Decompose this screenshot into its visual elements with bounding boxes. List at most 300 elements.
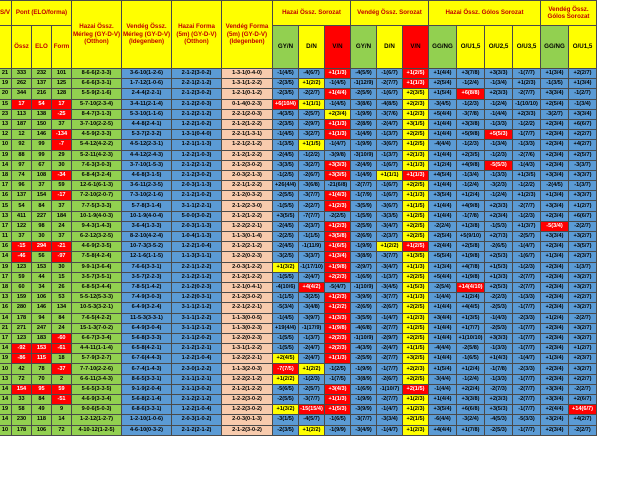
cell-vendeg-forma[interactable]: 1-2-2(2-2-1) xyxy=(222,221,273,231)
cell-h-dn[interactable]: -3(7/7) xyxy=(299,395,325,405)
cell-h-vn[interactable]: +2(2/3) xyxy=(325,333,351,343)
cell-pont-ossz[interactable]: 74 xyxy=(12,170,32,180)
cell-h-o25[interactable]: +2(7/3) xyxy=(485,232,513,242)
cell-h-o35[interactable]: -1(7/7) xyxy=(513,323,541,333)
cell-h-gyn[interactable]: -1(3/5) xyxy=(273,140,299,150)
cell-h-vn[interactable]: +1(6/5) xyxy=(325,242,351,252)
cell-h-dn[interactable]: -2(6/7) xyxy=(299,170,325,180)
cell-v-ggng[interactable]: +1(3/4) xyxy=(541,354,569,364)
cell-hazai-merleg[interactable]: 5-7-10(2-3-4) xyxy=(72,99,122,109)
cell-v-dn[interactable]: -3(7/6) xyxy=(377,109,403,119)
cell-h-o25[interactable]: +5(5/3) xyxy=(485,130,513,140)
cell-h-ggng[interactable]: +2(5/4) xyxy=(429,232,457,242)
cell-vendeg-merleg[interactable]: 5-7-8(3-1-4) xyxy=(122,201,172,211)
cell-v-vn[interactable]: +2(2/3) xyxy=(403,99,429,109)
cell-h-ggng[interactable]: +1(4/4) xyxy=(429,395,457,405)
cell-v-ggng[interactable]: +2(3/4) xyxy=(541,425,569,435)
cell-pont-elo[interactable]: 146 xyxy=(32,130,52,140)
cell-h-dn[interactable]: -3(7/7) xyxy=(299,191,325,201)
cell-v-o15[interactable]: +3(3/4) xyxy=(569,109,597,119)
cell-vendeg-forma[interactable]: 1-2-2(3-0-2) xyxy=(222,395,273,405)
cell-hazai-forma[interactable]: 2-1-2(2-1-2) xyxy=(172,395,222,405)
cell-h-dn[interactable]: +1(2/2) xyxy=(299,79,325,89)
cell-h-o15[interactable]: +2(5/8) xyxy=(457,242,485,252)
cell-hazai-forma[interactable]: 1-2-2(0-3-1) xyxy=(172,293,222,303)
cell-v-dn[interactable]: -2(4/7) xyxy=(377,119,403,129)
cell-vendeg-merleg[interactable]: 12-1-6(1-1-5) xyxy=(122,252,172,262)
cell-v-o15[interactable]: +1(2/7) xyxy=(569,201,597,211)
cell-vendeg-merleg[interactable]: 6-7-6(4-4-3) xyxy=(122,354,172,364)
cell-v-ggng[interactable]: +2(5/4) xyxy=(541,99,569,109)
cell-pont-form[interactable]: -34 xyxy=(52,170,72,180)
cell-sv[interactable]: 21 xyxy=(0,69,12,79)
cell-hazai-merleg[interactable]: 6-2-12(3-2-5) xyxy=(72,232,122,242)
cell-v-ggng[interactable]: +2(3/4) xyxy=(541,119,569,129)
cell-vendeg-merleg[interactable]: 5-6-8(2-1-4) xyxy=(122,395,172,405)
header-elo[interactable]: ELO xyxy=(32,26,52,69)
cell-h-o15[interactable]: +14(4/10) xyxy=(457,282,485,292)
cell-h-o25[interactable]: -2(2/3) xyxy=(485,293,513,303)
cell-h-o25[interactable]: -1(3/4) xyxy=(485,79,513,89)
cell-v-ggng[interactable]: +2(3/4) xyxy=(541,282,569,292)
header-vendeg-merleg[interactable]: Vendég Össz. Mérleg (GY-D-V) (Idegenben) xyxy=(122,1,172,69)
cell-h-ggng[interactable]: +1(5/4) xyxy=(429,89,457,99)
cell-v-gyn[interactable]: -3(9/9) xyxy=(351,293,377,303)
cell-v-o15[interactable]: +2(2/7) xyxy=(569,130,597,140)
cell-v-vn[interactable]: +3(1/5) xyxy=(403,119,429,129)
cell-v-dn[interactable]: -3(6/7) xyxy=(377,140,403,150)
cell-v-vn[interactable]: +1(2/3) xyxy=(403,395,429,405)
cell-h-dn[interactable]: -3(4/8) xyxy=(299,303,325,313)
cell-h-o35[interactable]: -5(3/3) xyxy=(513,415,541,425)
cell-pont-ossz[interactable]: 333 xyxy=(12,69,32,79)
cell-sv[interactable]: 19 xyxy=(0,79,12,89)
cell-pont-form[interactable]: 15 xyxy=(52,272,72,282)
cell-pont-elo[interactable]: 70 xyxy=(32,374,52,384)
cell-h-o15[interactable]: +4(4/5) xyxy=(457,303,485,313)
cell-vendeg-merleg[interactable]: 7-8-5(1-4-2) xyxy=(122,282,172,292)
cell-hazai-forma[interactable]: 2-1-1(3-0-2) xyxy=(172,384,222,394)
cell-hazai-forma[interactable]: 2-0-3(1-0-2) xyxy=(172,415,222,425)
cell-v-vn[interactable]: +2(3/5) xyxy=(403,89,429,99)
cell-sv[interactable]: 15 xyxy=(0,201,12,211)
cell-pont-ossz[interactable]: 187 xyxy=(12,119,32,129)
cell-h-o35[interactable]: -2(7/7) xyxy=(513,395,541,405)
cell-h-o35[interactable]: +1(3/5) xyxy=(513,170,541,180)
cell-v-ggng[interactable]: +3(2/4) xyxy=(541,415,569,425)
header-sv-lower[interactable] xyxy=(0,26,12,69)
cell-pont-form[interactable]: -21 xyxy=(52,242,72,252)
cell-h-o25[interactable]: -4(5/3) xyxy=(485,415,513,425)
cell-v-dn[interactable]: -1(4/7) xyxy=(377,405,403,415)
cell-vendeg-forma[interactable]: 1-2-2(3-0-2) xyxy=(222,405,273,415)
cell-v-gyn[interactable]: -1(6/9) xyxy=(351,384,377,394)
cell-h-vn[interactable]: +2(2/3) xyxy=(325,272,351,282)
cell-v-gyn[interactable]: -3(8/6) xyxy=(351,99,377,109)
cell-vendeg-merleg[interactable]: 4-4-8(2-4-1) xyxy=(122,119,172,129)
cell-h-gyn[interactable]: -2(5/5) xyxy=(273,395,299,405)
cell-h-ggng[interactable]: -4(4/4) xyxy=(429,344,457,354)
cell-h-ggng[interactable]: +5(4/4) xyxy=(429,109,457,119)
cell-h-vn[interactable]: +3(3/5) xyxy=(325,170,351,180)
cell-h-o35[interactable]: -2(3/3) xyxy=(513,364,541,374)
cell-v-o15[interactable]: +3(2/7) xyxy=(569,323,597,333)
cell-h-vn[interactable]: -1(4/5) xyxy=(325,99,351,109)
cell-pont-ossz[interactable]: 60 xyxy=(12,282,32,292)
cell-pont-ossz[interactable]: 122 xyxy=(12,221,32,231)
cell-pont-form[interactable]: 17 xyxy=(52,99,72,109)
cell-v-ggng[interactable]: +2(3/4) xyxy=(541,272,569,282)
cell-sv[interactable]: 14 xyxy=(0,252,12,262)
cell-pont-elo[interactable]: 98 xyxy=(32,221,52,231)
cell-h-o15[interactable]: -1(6/5) xyxy=(457,354,485,364)
cell-hazai-merleg[interactable]: 10-1-9(4-0-3) xyxy=(72,211,122,221)
cell-h-o25[interactable]: -1(3/4) xyxy=(485,140,513,150)
cell-h-gyn[interactable]: -1(5/5) xyxy=(273,344,299,354)
cell-pont-elo[interactable]: 106 xyxy=(32,293,52,303)
cell-v-gyn[interactable]: -4(5/9) xyxy=(351,69,377,79)
cell-vendeg-forma[interactable]: 1-2-1(2-1-2) xyxy=(222,140,273,150)
cell-h-o15[interactable]: -1(3/4) xyxy=(457,170,485,180)
cell-pont-ossz[interactable]: 59 xyxy=(12,272,32,282)
cell-h-vn[interactable]: +1(2/3) xyxy=(325,201,351,211)
cell-hazai-merleg[interactable]: 6-6-7(3-3-4) xyxy=(72,333,122,343)
cell-hazai-merleg[interactable]: 3-7-10(2-2-5) xyxy=(72,119,122,129)
cell-pont-form[interactable]: 2 xyxy=(52,374,72,384)
cell-pont-ossz[interactable]: 92 xyxy=(12,140,32,150)
cell-pont-form[interactable]: -51 xyxy=(52,395,72,405)
cell-v-dn[interactable]: -1(4/7) xyxy=(377,313,403,323)
header-v-dn[interactable]: D/N xyxy=(377,26,403,69)
cell-pont-ossz[interactable]: 159 xyxy=(12,293,32,303)
cell-v-o15[interactable]: +3(2/7) xyxy=(569,333,597,343)
cell-h-dn[interactable]: -3(2/7) xyxy=(299,130,325,140)
cell-v-gyn[interactable]: -3(9/9) xyxy=(351,405,377,415)
cell-v-gyn[interactable]: -1(9/9) xyxy=(351,364,377,374)
cell-h-ggng[interactable]: +1(2/4) xyxy=(429,160,457,170)
cell-h-gyn[interactable]: -2(2/5) xyxy=(273,232,299,242)
cell-pont-elo[interactable]: 150 xyxy=(32,119,52,129)
cell-v-o15[interactable]: +14(6/7) xyxy=(569,405,597,415)
cell-vendeg-merleg[interactable]: 3-5-7(2-2-3) xyxy=(122,272,172,282)
cell-vendeg-merleg[interactable]: 5-3-10(1-1-6) xyxy=(122,109,172,119)
cell-h-ggng[interactable]: +3(5/4) xyxy=(429,405,457,415)
cell-v-dn[interactable]: -1(4/7) xyxy=(377,425,403,435)
cell-h-dn[interactable]: -3(2/5) xyxy=(299,293,325,303)
cell-h-o15[interactable]: +1(7/7) xyxy=(457,323,485,333)
cell-hazai-forma[interactable]: 2-1-2(3-0-2) xyxy=(172,69,222,79)
cell-h-o15[interactable]: +6(6/8) xyxy=(457,405,485,415)
cell-v-o15[interactable]: -1(2/7) xyxy=(569,89,597,99)
cell-hazai-merleg[interactable]: 9-4-3(1-4-3) xyxy=(72,221,122,231)
header-v-ggng[interactable]: GG/NG xyxy=(541,26,569,69)
cell-v-o15[interactable]: +3(2/7) xyxy=(569,364,597,374)
cell-v-ggng[interactable]: -3(2/7) xyxy=(541,109,569,119)
cell-vendeg-forma[interactable]: 2-1-2(1-2-2) xyxy=(222,150,273,160)
cell-h-o25[interactable]: +2(5/3) xyxy=(485,252,513,262)
header-h-gyn[interactable]: GY/N xyxy=(273,26,299,69)
cell-h-dn[interactable]: -1(1/5) xyxy=(299,232,325,242)
cell-hazai-merleg[interactable]: 4-4-11(1-1-4) xyxy=(72,344,122,354)
cell-pont-elo[interactable]: 49 xyxy=(32,405,52,415)
cell-h-ggng[interactable]: -2(5/4) xyxy=(429,282,457,292)
cell-h-o35[interactable]: -1(4/3) xyxy=(513,160,541,170)
cell-v-vn[interactable]: +2(2/5) xyxy=(403,303,429,313)
cell-sv[interactable]: 13 xyxy=(0,211,12,221)
cell-pont-form[interactable]: 26 xyxy=(52,282,72,292)
cell-sv[interactable]: 19 xyxy=(0,150,12,160)
cell-vendeg-forma[interactable]: 1-2-1(0-1-2) xyxy=(222,89,273,99)
cell-h-o15[interactable]: +3(3/8) xyxy=(457,395,485,405)
cell-v-dn[interactable]: -2(7/7) xyxy=(377,323,403,333)
cell-pont-form[interactable]: -97 xyxy=(52,252,72,262)
cell-h-o35[interactable]: -1(7/7) xyxy=(513,405,541,415)
cell-pont-form[interactable]: 84 xyxy=(52,313,72,323)
cell-pont-elo[interactable]: 137 xyxy=(32,79,52,89)
cell-v-dn[interactable]: -1(10/7) xyxy=(377,384,403,394)
cell-hazai-merleg[interactable]: 4-6-9(3-3-4) xyxy=(72,395,122,405)
cell-v-vn[interactable]: +1(2/5) xyxy=(403,323,429,333)
cell-pont-elo[interactable]: 99 xyxy=(32,140,52,150)
cell-h-gyn[interactable]: -3(3/5) xyxy=(273,160,299,170)
cell-h-o25[interactable]: -1(4/3) xyxy=(485,313,513,323)
cell-v-gyn[interactable]: -4(3/9) xyxy=(351,344,377,354)
cell-v-o15[interactable]: +2(5/7) xyxy=(569,150,597,160)
cell-v-gyn[interactable]: -2(8/9) xyxy=(351,119,377,129)
cell-pont-elo[interactable]: 94 xyxy=(32,313,52,323)
cell-h-o15[interactable]: +6(8/8) xyxy=(457,89,485,99)
cell-h-gyn[interactable]: -2(3/5) xyxy=(273,425,299,435)
cell-h-ggng[interactable]: +1(4/4) xyxy=(429,150,457,160)
cell-v-vn[interactable]: +1(1/3) xyxy=(403,160,429,170)
cell-v-gyn[interactable]: -1(5/9) xyxy=(351,211,377,221)
cell-v-o15[interactable]: +4(2/7) xyxy=(569,140,597,150)
cell-sv[interactable]: 15 xyxy=(0,99,12,109)
cell-h-o25[interactable]: -2(6/5) xyxy=(485,242,513,252)
cell-pont-elo[interactable]: 227 xyxy=(32,211,52,221)
cell-vendeg-forma[interactable]: 1-3-1(1-2-2) xyxy=(222,344,273,354)
cell-h-dn[interactable]: -15(15/4) xyxy=(299,405,325,415)
cell-h-o35[interactable]: -1(3/3) xyxy=(513,293,541,303)
cell-pont-ossz[interactable]: 113 xyxy=(12,109,32,119)
cell-vendeg-forma[interactable]: 1-3-1(1-2-2) xyxy=(222,79,273,89)
cell-h-o25[interactable]: +3(3/3) xyxy=(485,333,513,343)
cell-h-dn[interactable]: -2(5/7) xyxy=(299,109,325,119)
cell-vendeg-merleg[interactable]: 10-7-3(3-5-2) xyxy=(122,242,172,252)
cell-v-gyn[interactable]: -3(8/9) xyxy=(351,374,377,384)
cell-h-o35[interactable]: -1(7/7) xyxy=(513,344,541,354)
cell-pont-form[interactable]: 128 xyxy=(52,89,72,99)
cell-h-o25[interactable]: +3(5/3) xyxy=(485,405,513,415)
cell-v-dn[interactable]: -2(4/7) xyxy=(377,344,403,354)
cell-h-o15[interactable]: +1(3/5) xyxy=(457,313,485,323)
cell-vendeg-forma[interactable]: 2-1-2(3-0-2) xyxy=(222,425,273,435)
cell-h-o15[interactable]: +4(9/8) xyxy=(457,160,485,170)
cell-sv[interactable]: 19 xyxy=(0,354,12,364)
cell-vendeg-merleg[interactable]: 6-4-9(3-2-4) xyxy=(122,303,172,313)
cell-h-o15[interactable]: +4(9/8) xyxy=(457,201,485,211)
cell-h-o35[interactable]: -1(2/2) xyxy=(513,181,541,191)
cell-v-ggng[interactable]: +2(4/4) xyxy=(541,405,569,415)
cell-h-dn[interactable]: -1(17/9) xyxy=(299,323,325,333)
cell-h-dn[interactable]: +1(1/1) xyxy=(299,99,325,109)
cell-h-o35[interactable]: +2(3/3) xyxy=(513,109,541,119)
cell-v-dn[interactable]: -3(6/7) xyxy=(377,201,403,211)
cell-hazai-merleg[interactable]: 5-6-5(3-3-5) xyxy=(72,384,122,394)
cell-h-ggng[interactable]: +5(5/4) xyxy=(429,252,457,262)
cell-hazai-merleg[interactable]: 6-8-4(3-2-4) xyxy=(72,170,122,180)
cell-h-o15[interactable]: -2(5/8) xyxy=(457,344,485,354)
cell-h-o35[interactable]: +1(2/3) xyxy=(513,79,541,89)
header-h-o25[interactable]: O/U2,5 xyxy=(485,26,513,69)
cell-pont-form[interactable]: -134 xyxy=(52,130,72,140)
cell-v-gyn[interactable]: -3(8/9) xyxy=(351,252,377,262)
cell-v-dn[interactable]: -1(6/7) xyxy=(377,69,403,79)
cell-vendeg-forma[interactable]: 2-0-3(0-1-3) xyxy=(222,415,273,425)
cell-v-dn[interactable]: -2(3/7) xyxy=(377,232,403,242)
cell-sv[interactable]: 19 xyxy=(0,262,12,272)
cell-h-gyn[interactable]: -7(7/5) xyxy=(273,364,299,374)
cell-pont-ossz[interactable]: 12 xyxy=(12,130,32,140)
cell-pont-form[interactable]: 24 xyxy=(52,323,72,333)
cell-hazai-merleg[interactable]: 1-2-12(1-2-7) xyxy=(72,415,122,425)
cell-h-dn[interactable]: -1(2/2) xyxy=(299,150,325,160)
cell-v-o15[interactable]: +3(5/7) xyxy=(569,242,597,252)
cell-sv[interactable]: 14 xyxy=(0,384,12,394)
cell-h-dn[interactable]: +1(2/2) xyxy=(299,364,325,374)
cell-h-vn[interactable]: +1(3/4) xyxy=(325,252,351,262)
cell-h-ggng[interactable]: -3(4/5) xyxy=(429,99,457,109)
cell-hazai-forma[interactable]: 2-1-2(1-2-1) xyxy=(172,344,222,354)
cell-h-ggng[interactable]: +4(5/4) xyxy=(429,170,457,180)
header-h-vn[interactable]: V/N xyxy=(325,26,351,69)
cell-v-gyn[interactable]: -1(4/9) xyxy=(351,170,377,180)
cell-h-gyn[interactable]: -1(1/5) xyxy=(273,293,299,303)
cell-h-ggng[interactable]: +1(4/4) xyxy=(429,201,457,211)
cell-pont-elo[interactable]: 118 xyxy=(32,415,52,425)
cell-vendeg-forma[interactable]: 2-2-1(1-3-1) xyxy=(222,130,273,140)
cell-v-dn[interactable]: -1(6/7) xyxy=(377,160,403,170)
cell-vendeg-merleg[interactable]: 3-6-4(1-3-3) xyxy=(122,221,172,231)
cell-v-gyn[interactable]: -1(7/9) xyxy=(351,191,377,201)
cell-v-dn[interactable]: -2(7/7) xyxy=(377,79,403,89)
cell-pont-elo[interactable]: 247 xyxy=(32,323,52,333)
cell-vendeg-merleg[interactable]: 4-4-12(2-4-3) xyxy=(122,150,172,160)
cell-hazai-forma[interactable]: 1-1-3(3-1-1) xyxy=(172,252,222,262)
cell-h-ggng[interactable]: +3(4/4) xyxy=(429,313,457,323)
cell-h-gyn[interactable]: +6(10/4) xyxy=(273,99,299,109)
cell-pont-elo[interactable]: 67 xyxy=(32,160,52,170)
cell-pont-form[interactable]: -37 xyxy=(52,364,72,374)
cell-v-gyn[interactable]: -2(7/7) xyxy=(351,181,377,191)
cell-vendeg-forma[interactable]: 1-1-3(0-0-5) xyxy=(222,313,273,323)
cell-h-o15[interactable]: +1(2/4) xyxy=(457,293,485,303)
cell-h-o35[interactable]: -1(7/7) xyxy=(513,374,541,384)
cell-h-o15[interactable]: -1(2/3) xyxy=(457,99,485,109)
cell-v-gyn[interactable]: -2(5/9) xyxy=(351,89,377,99)
header-hazai-golos[interactable]: Hazai Össz. Gólos Sorozat xyxy=(429,1,541,26)
cell-h-dn[interactable]: -3(9/7) xyxy=(299,313,325,323)
cell-h-o25[interactable]: -2(5/3) xyxy=(485,425,513,435)
cell-pont-form[interactable]: -61 xyxy=(52,344,72,354)
cell-v-vn[interactable]: +1(2/3) xyxy=(403,405,429,415)
cell-h-ggng[interactable]: +2(5/4) xyxy=(429,79,457,89)
cell-pont-ossz[interactable]: 230 xyxy=(12,415,32,425)
cell-h-o15[interactable]: -1(2/4) xyxy=(457,79,485,89)
cell-pont-elo[interactable]: 108 xyxy=(32,170,52,180)
cell-pont-form[interactable]: -60 xyxy=(52,333,72,343)
cell-pont-ossz[interactable]: -46 xyxy=(12,252,32,262)
cell-v-vn[interactable]: +2(2/5) xyxy=(403,374,429,384)
cell-v-o15[interactable]: +2(2/7) xyxy=(569,69,597,79)
cell-v-o15[interactable]: +1(2/7) xyxy=(569,344,597,354)
cell-pont-form[interactable]: 18 xyxy=(52,354,72,364)
cell-h-o25[interactable]: -1(2/4) xyxy=(485,191,513,201)
cell-h-dn[interactable]: -3(2/7) xyxy=(299,160,325,170)
cell-v-vn[interactable]: +1(2/5) xyxy=(403,242,429,252)
cell-v-gyn[interactable]: -1(6/9) xyxy=(351,272,377,282)
cell-sv[interactable]: 17 xyxy=(0,333,12,343)
cell-h-o35[interactable]: -2(7/6) xyxy=(513,150,541,160)
cell-vendeg-merleg[interactable]: 8-6-5(3-3-1) xyxy=(122,374,172,384)
cell-v-vn[interactable]: +1(2/3) xyxy=(403,109,429,119)
cell-vendeg-merleg[interactable]: 7-6-6(3-3-1) xyxy=(122,262,172,272)
cell-hazai-merleg[interactable]: 5-4-12(4-2-2) xyxy=(72,140,122,150)
cell-h-vn[interactable]: +1(1/3) xyxy=(325,119,351,129)
cell-sv[interactable]: 14 xyxy=(0,395,12,405)
cell-vendeg-merleg[interactable]: 6-8-6(3-3-1) xyxy=(122,405,172,415)
cell-pont-ossz[interactable]: 344 xyxy=(12,89,32,99)
cell-pont-ossz[interactable]: -92 xyxy=(12,344,32,354)
cell-h-gyn[interactable]: -1(4/5) xyxy=(273,130,299,140)
cell-h-vn[interactable]: -1(4/7) xyxy=(325,140,351,150)
cell-vendeg-merleg[interactable]: 4-6-8(3-1-5) xyxy=(122,170,172,180)
cell-hazai-merleg[interactable]: 7-7-5(3-3-3) xyxy=(72,201,122,211)
cell-h-dn[interactable]: -2(5/7) xyxy=(299,384,325,394)
cell-h-o15[interactable]: +5(9/10) xyxy=(457,232,485,242)
cell-hazai-forma[interactable]: 2-1-2(2-1-2) xyxy=(172,272,222,282)
cell-hazai-merleg[interactable]: 5-5-9(2-1-6) xyxy=(72,89,122,99)
cell-v-vn[interactable]: +2(2/5) xyxy=(403,130,429,140)
cell-v-o15[interactable]: +3(2/7) xyxy=(569,282,597,292)
cell-vendeg-merleg[interactable]: 1-2-10(1-0-6) xyxy=(122,415,172,425)
cell-v-gyn[interactable]: -1(9/9) xyxy=(351,109,377,119)
cell-h-o25[interactable]: -1(2/3) xyxy=(485,150,513,160)
cell-v-vn[interactable]: +2(2/5) xyxy=(403,272,429,282)
cell-h-o15[interactable]: -1(2/3) xyxy=(457,140,485,150)
cell-sv[interactable]: 17 xyxy=(0,272,12,282)
cell-h-vn[interactable]: -21(6/8) xyxy=(325,181,351,191)
cell-v-gyn[interactable]: -1(9/9) xyxy=(351,242,377,252)
cell-sv[interactable]: 16 xyxy=(0,191,12,201)
cell-vendeg-forma[interactable]: 2-0-3(1-2-2) xyxy=(222,262,273,272)
cell-v-gyn[interactable]: -2(5/9) xyxy=(351,354,377,364)
cell-h-ggng[interactable]: +1(4/4) xyxy=(429,181,457,191)
cell-sv[interactable]: 14 xyxy=(0,313,12,323)
cell-h-dn[interactable]: -3(3/7) xyxy=(299,252,325,262)
cell-pont-ossz[interactable]: 54 xyxy=(12,201,32,211)
cell-vendeg-merleg[interactable]: 2-4-4(2-2-1) xyxy=(122,89,172,99)
cell-h-dn[interactable]: +4(4/2) xyxy=(299,282,325,292)
cell-h-ggng[interactable]: +1(3/4) xyxy=(429,262,457,272)
cell-pont-ossz[interactable]: 123 xyxy=(12,333,32,343)
cell-h-o35[interactable]: -1(4/7) xyxy=(513,354,541,364)
cell-h-o35[interactable]: -1(7/7) xyxy=(513,333,541,343)
cell-pont-elo[interactable]: 84 xyxy=(32,201,52,211)
cell-v-ggng[interactable]: -5(3/4) xyxy=(541,221,569,231)
cell-v-o15[interactable]: +3(2/7) xyxy=(569,303,597,313)
cell-v-ggng[interactable]: +2(3/4) xyxy=(541,293,569,303)
